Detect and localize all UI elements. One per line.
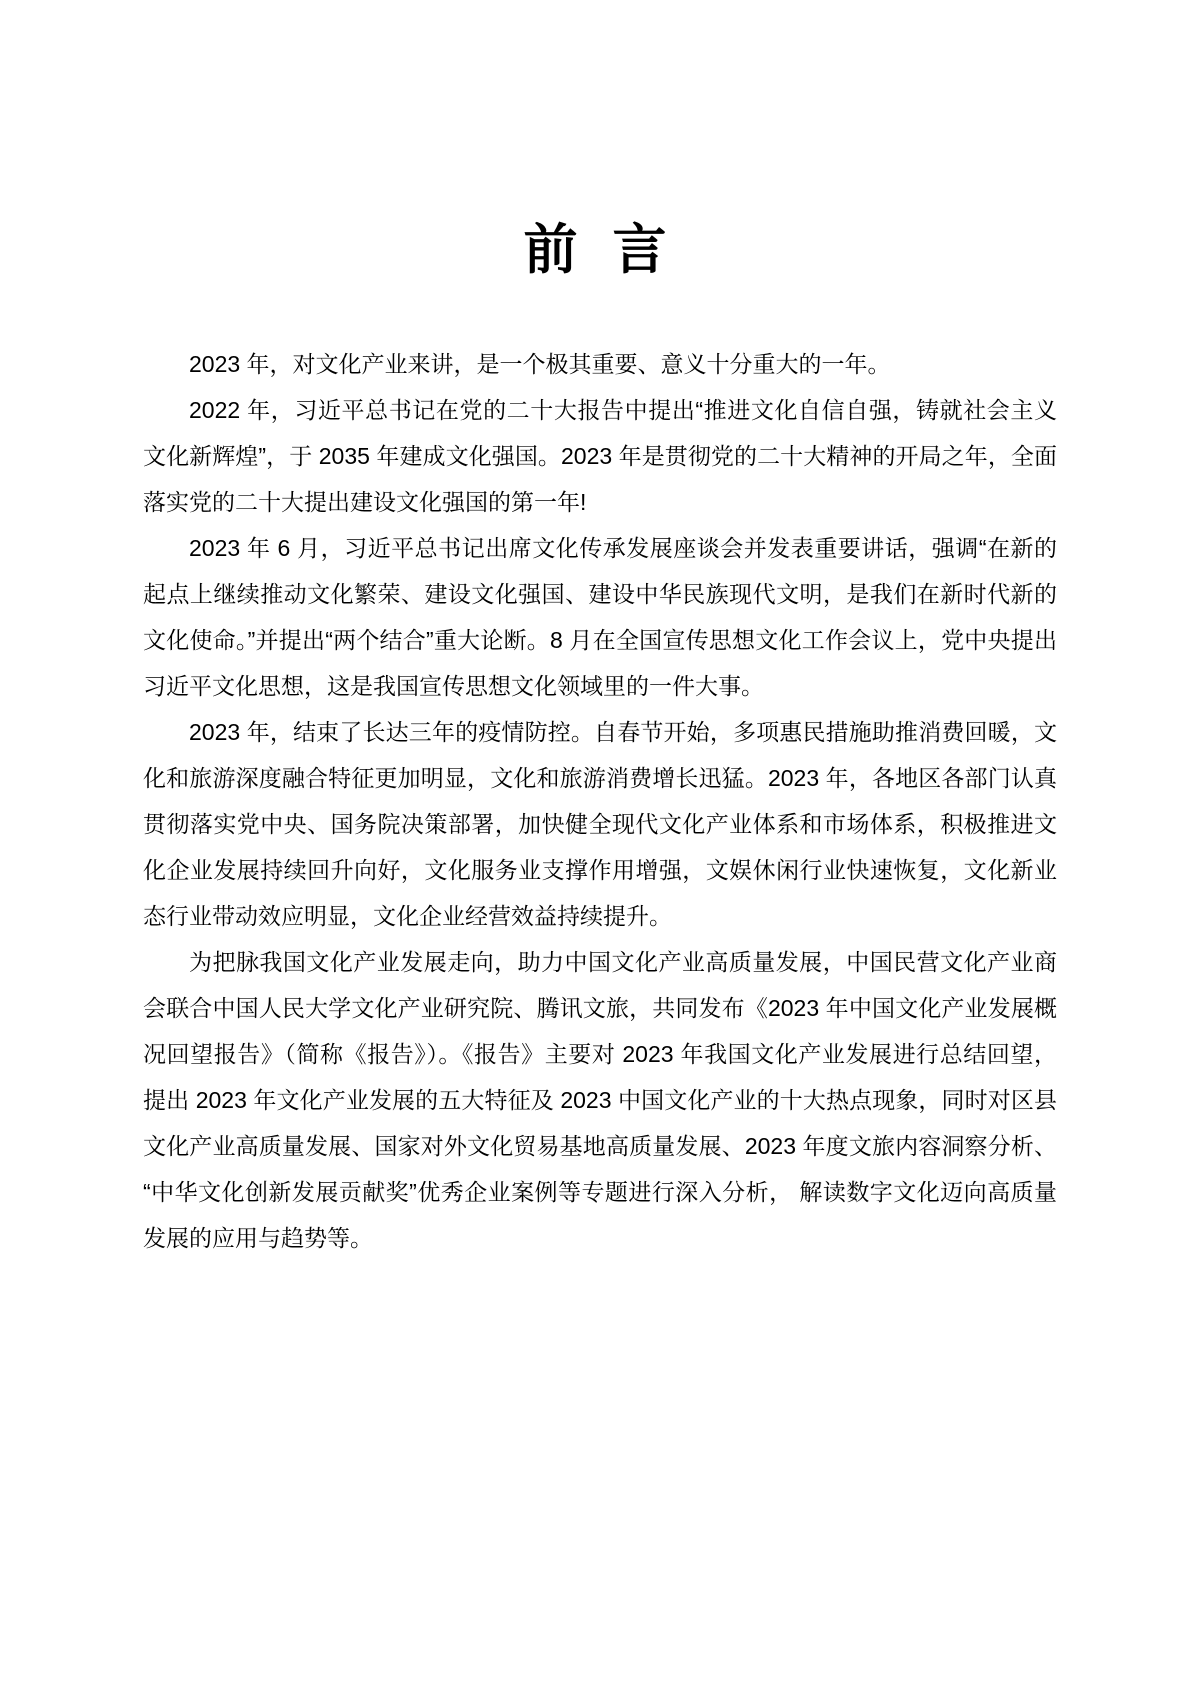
paragraph-4: 2023 年，结束了长达三年的疫情防控。自春节开始，多项惠民措施助推消费回暖，文化和旅游深度融合特征更加明显，文化和旅游消费增长迅猛。2023 年，各地区各部门认真贯彻落实党中央、国务院决策部署，加快健全现代文化产业体系和市场体系，积极推进文化企业发展持续回升向好，文化服务业支撑作用增强，文娱休闲行业快速恢复，文化新业态行业带动效应明显，文化企业经营效益持续提升。 <box>143 718 1057 929</box>
paragraph-1: 2023 年，对文化产业来讲，是一个极其重要、意义十分重大的一年。 <box>189 350 891 377</box>
paragraph-2: 2022 年，习近平总书记在党的二十大报告中提出“推进文化自信自强，铸就社会主义文化新辉煌”，于 2035 年建成文化强国。2023 年是贯彻党的二十大精神的开局之年，全面落实党的二十大提出建设文化强国的第一年! <box>143 396 1057 515</box>
paragraph-5: 为把脉我国文化产业发展走向，助力中国文化产业高质量发展，中国民营文化产业商会联合中国人民大学文化产业研究院、腾讯文旅，共同发布《2023 年中国文化产业发展概况回望报告》（简称《报告》）。《报告》主要对 2023 年我国文化产业发展进行总结回望，提出 2023 年文化产业发展的五大特征及 2023 中国文化产业的十大热点现象，同时对区县文化产业高质量发展、国家对外文化贸易基地高质量发展、2023 年度文旅内容洞察分析、 “中华文化创新发展贡献奖”优秀企业案例等专题进行深入分析， 解读数字文化迈向高质量发展的应用与趋势等。 <box>143 948 1057 1251</box>
page-title: 前 言 <box>523 220 677 280</box>
paragraph-3: 2023 年 6 月，习近平总书记出席文化传承发展座谈会并发表重要讲话，强调“在新的起点上继续推动文化繁荣、建设文化强国、建设中华民族现代文明，是我们在新时代新的文化使命。”并提出“两个结合”重大论断。8 月在全国宣传思想文化工作会议上，党中央提出习近平文化思想，这是我国宣传思想文化领域里的一件大事。 <box>143 534 1057 699</box>
document-body <box>143 341 1057 1261</box>
